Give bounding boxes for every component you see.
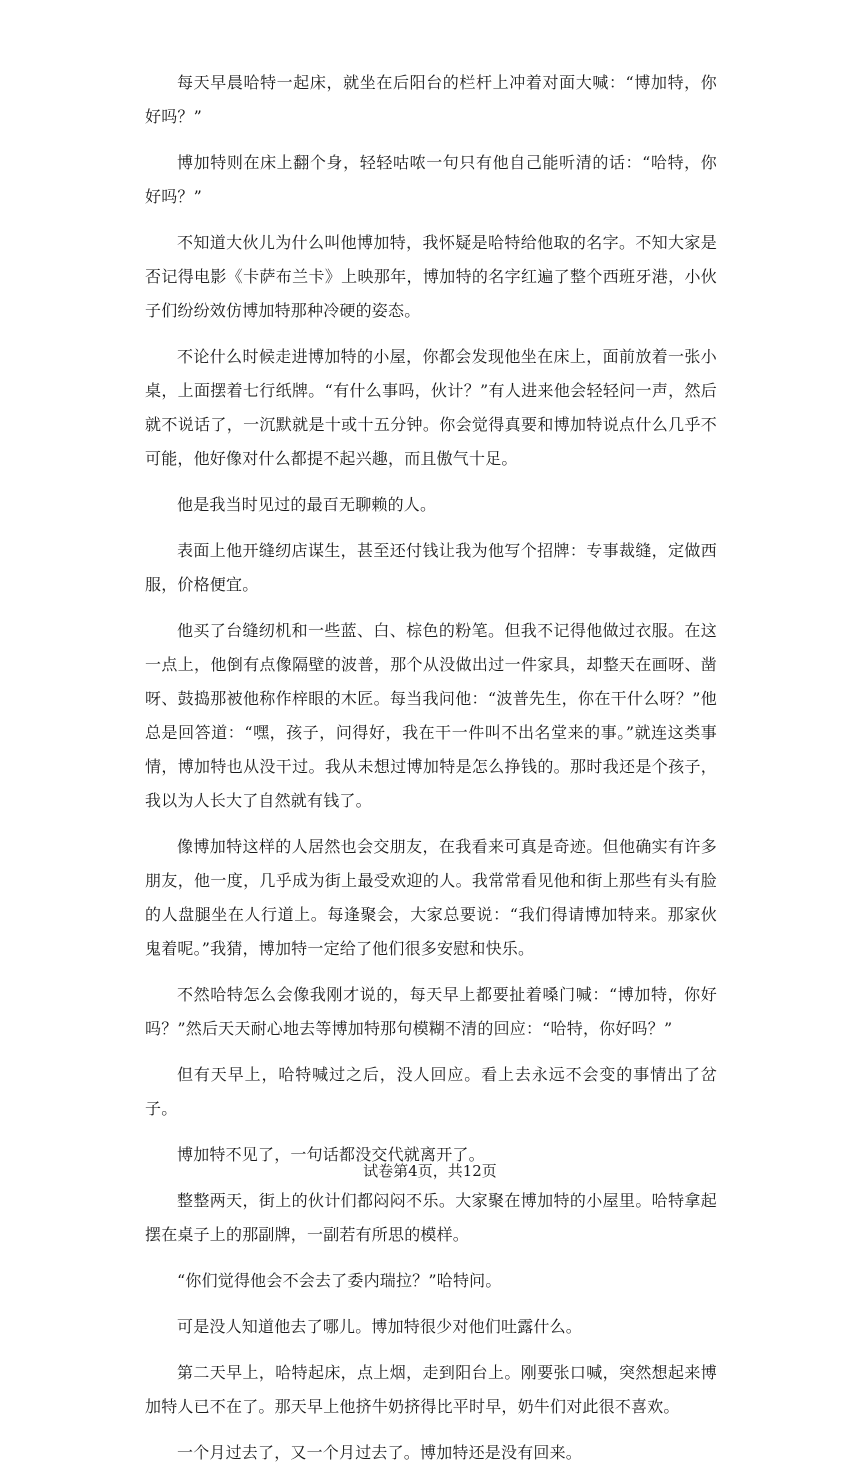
- paragraph-12: 整整两天，街上的伙计们都闷闷不乐。大家聚在博加特的小屋里。哈特拿起摆在桌子上的那副牌，一副若有所思的模样。: [145, 1191, 717, 1244]
- paragraph-16: 一个月过去了，又一个月过去了。博加特还是没有回来。: [177, 1443, 583, 1462]
- page-footer: 试卷第4页，共12页: [363, 1162, 497, 1180]
- paragraph-6: 表面上他开缝纫店谋生，甚至还付钱让我为他写个招牌：专事裁缝，定做西服，价格便宜。: [145, 541, 717, 594]
- paragraph-9: 不然哈特怎么会像我刚才说的，每天早上都要扯着嗓门喊：“博加特，你好吗？”然后天天耐心地去等博加特那句模糊不清的回应：“哈特，你好吗？”: [145, 985, 717, 1038]
- paragraph-5: 他是我当时见过的最百无聊赖的人。: [177, 495, 437, 514]
- paragraph-13: “你们觉得他会不会去了委内瑞拉？”哈特问。: [177, 1271, 502, 1290]
- article-body: [145, 66, 717, 1482]
- paragraph-8: 像博加特这样的人居然也会交朋友，在我看来可真是奇迹。但他确实有许多朋友，他一度，几乎成为街上最受欢迎的人。我常常看见他和街上那些有头有脸的人盘腿坐在人行道上。每逢聚会，大家总要说：“我们得请博加特来。那家伙鬼着呢。”我猜，博加特一定给了他们很多安慰和快乐。: [145, 837, 717, 958]
- paragraph-4: 不论什么时候走进博加特的小屋，你都会发现他坐在床上，面前放着一张小桌，上面摆着七行纸牌。“有什么事吗，伙计？”有人进来他会轻轻问一声，然后就不说话了，一沉默就是十或十五分钟。你会觉得真要和博加特说点什么几乎不可能，他好像对什么都提不起兴趣，而且傲气十足。: [145, 347, 717, 468]
- paragraph-10: 但有天早上，哈特喊过之后，没人回应。看上去永远不会变的事情出了岔子。: [145, 1065, 717, 1118]
- paragraph-14: 可是没人知道他去了哪儿。博加特很少对他们吐露什么。: [177, 1317, 583, 1336]
- paragraph-15: 第二天早上，哈特起床，点上烟，走到阳台上。刚要张口喊，突然想起来博加特人已不在了。那天早上他挤牛奶挤得比平时早，奶牛们对此很不喜欢。: [145, 1363, 717, 1416]
- paragraph-1: 每天早晨哈特一起床，就坐在后阳台的栏杆上冲着对面大喊：“博加特，你好吗？”: [145, 73, 717, 126]
- paragraph-3: 不知道大伙儿为什么叫他博加特，我怀疑是哈特给他取的名字。不知大家是否记得电影《卡萨布兰卡》上映那年，博加特的名字红遍了整个西班牙港，小伙子们纷纷效仿博加特那种冷硬的姿态。: [145, 233, 717, 320]
- paragraph-7: 他买了台缝纫机和一些蓝、白、棕色的粉笔。但我不记得他做过衣服。在这一点上，他倒有点像隔壁的波普，那个从没做出过一件家具，却整天在画呀、凿呀、鼓捣那被他称作梓眼的木匠。每当我问他：“波普先生，你在干什么呀？”他总是回答道：“嘿，孩子，问得好，我在干一件叫不出名堂来的事。”就连这类事情，博加特也从没干过。我从未想过博加特是怎么挣钱的。那时我还是个孩子，我以为人长大了自然就有钱了。: [145, 621, 717, 810]
- paragraph-11: 博加特不见了，一句话都没交代就离开了。: [177, 1145, 485, 1164]
- paragraph-2: 博加特则在床上翻个身，轻轻咕哝一句只有他自己能听清的话：“哈特，你好吗？”: [145, 153, 717, 206]
